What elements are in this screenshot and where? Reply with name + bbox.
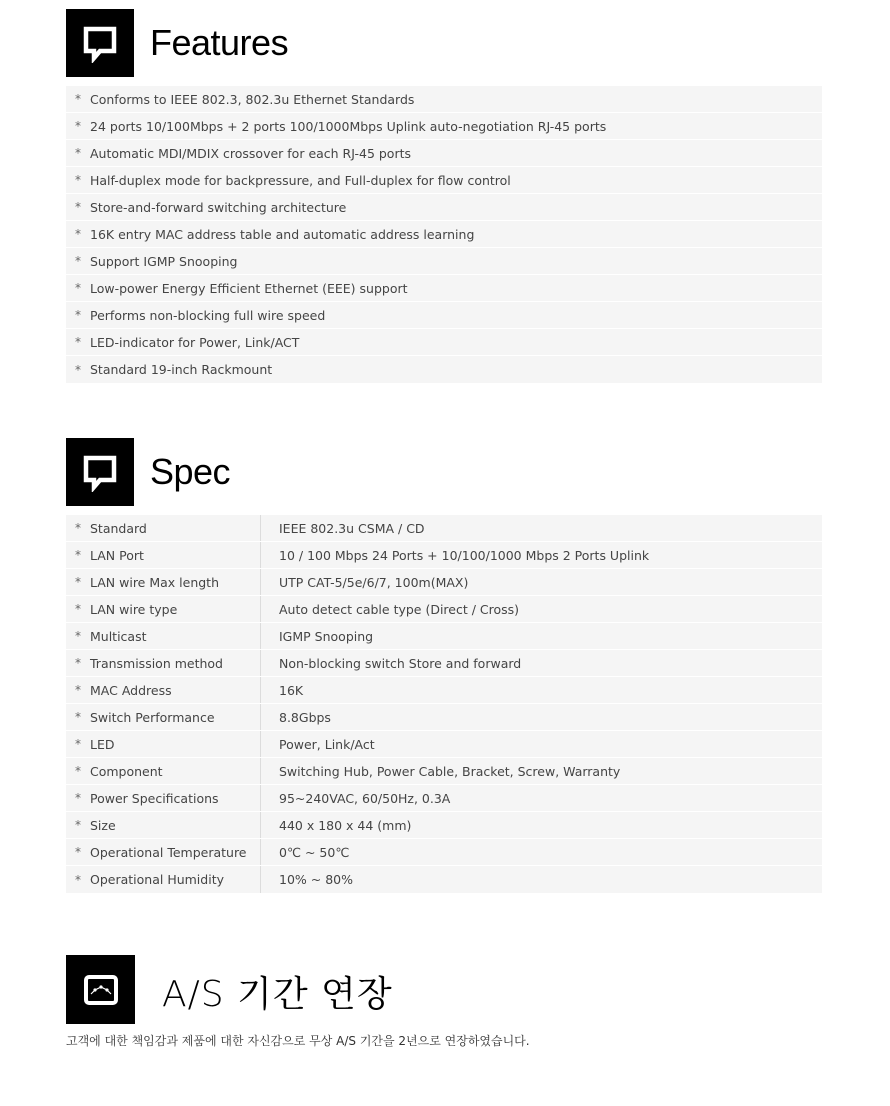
spec-title: Spec (150, 451, 231, 492)
speech-bubble-icon (80, 23, 120, 63)
spec-key: Size (90, 817, 116, 833)
bullet-marker: * (75, 548, 81, 562)
bullet-marker: * (75, 656, 81, 670)
bullet-marker: * (75, 119, 81, 133)
spec-key-cell (66, 515, 261, 541)
as-title: A/S 기간 연장 (162, 974, 393, 1015)
bullet-marker: * (75, 92, 81, 106)
bullet-marker: * (75, 710, 81, 724)
bullet-marker: * (75, 764, 81, 778)
spec-key: Operational Temperature (90, 844, 247, 860)
spec-key-cell (66, 812, 261, 838)
feature-item (66, 302, 822, 329)
bullet-marker: * (75, 227, 81, 241)
bullet-marker: * (75, 200, 81, 214)
feature-item (66, 275, 822, 302)
spec-value: IEEE 802.3u CSMA / CD (279, 520, 425, 536)
spec-value: Auto detect cable type (Direct / Cross) (279, 601, 520, 617)
spec-table (66, 515, 822, 893)
spec-value: UTP CAT-5/5e/6/7, 100m(MAX) (279, 574, 469, 590)
feature-item (66, 221, 822, 248)
bullet-marker: * (75, 683, 81, 697)
spec-row (66, 569, 822, 596)
features-icon-box (66, 9, 134, 77)
bullet-marker: * (75, 521, 81, 535)
spec-row (66, 812, 822, 839)
spec-key-cell (66, 785, 261, 811)
feature-item (66, 248, 822, 275)
as-icon-box (66, 955, 135, 1024)
bullet-marker: * (75, 791, 81, 805)
spec-key-cell (66, 866, 261, 893)
spec-row (66, 704, 822, 731)
spec-key: Operational Humidity (90, 872, 224, 887)
spec-row (66, 839, 822, 866)
feature-text: Automatic MDI/MDIX crossover for each RJ-45 ports (90, 145, 412, 161)
spec-value: IGMP Snooping (279, 628, 374, 644)
bullet-marker: * (75, 335, 81, 349)
spec-icon-box (66, 438, 134, 506)
spec-value: 95~240VAC, 60/50Hz, 0.3A (279, 790, 451, 806)
feature-text: Low-power Energy Efficient Ethernet (EEE) support (90, 280, 408, 296)
spec-row (66, 866, 822, 893)
spec-key-cell (66, 758, 261, 784)
spec-value: Non-blocking switch Store and forward (279, 655, 522, 671)
feature-text: Store-and-forward switching architecture (90, 199, 347, 215)
spec-row (66, 731, 822, 758)
spec-key-cell (66, 704, 261, 730)
spec-row (66, 758, 822, 785)
feature-text: LED-indicator for Power, Link/ACT (90, 334, 300, 350)
bullet-marker: * (75, 629, 81, 643)
spec-key: Power Specifications (90, 790, 219, 806)
spec-row (66, 542, 822, 569)
as-description: 고객에 대한 책임감과 제품에 대한 자신감으로 무상 A/S 기간을 2년으로 연장하였습니다. (66, 1034, 530, 1048)
feature-item (66, 194, 822, 221)
spec-key-cell (66, 569, 261, 595)
bullet-marker: * (75, 845, 81, 859)
spec-value: 440 x 180 x 44 (mm) (279, 817, 412, 833)
spec-value: 10% ~ 80% (279, 872, 353, 887)
spec-key: LAN Port (90, 547, 144, 563)
bullet-marker: * (75, 818, 81, 832)
spec-value: 8.8Gbps (279, 709, 331, 725)
spec-value: Switching Hub, Power Cable, Bracket, Screw, Warranty (279, 763, 621, 779)
spec-key-cell (66, 677, 261, 703)
spec-row (66, 650, 822, 677)
spec-value: 10 / 100 Mbps 24 Ports + 10/100/1000 Mbps 2 Ports Uplink (279, 547, 650, 563)
spec-value: 0℃ ~ 50℃ (279, 844, 350, 860)
spec-key: LAN wire Max length (90, 574, 220, 590)
features-list (66, 86, 822, 383)
feature-text: 24 ports 10/100Mbps + 2 ports 100/1000Mbps Uplink auto-negotiation RJ-45 ports (90, 118, 607, 134)
spec-key-cell (66, 542, 261, 568)
spec-value: Power, Link/Act (279, 736, 375, 752)
feature-text: Conforms to IEEE 802.3, 802.3u Ethernet Standards (90, 91, 415, 107)
spec-row (66, 785, 822, 812)
spec-key-cell (66, 839, 261, 865)
spec-key: Standard (90, 520, 147, 536)
feature-item (66, 113, 822, 140)
feature-item (66, 329, 822, 356)
feature-item (66, 86, 822, 113)
spec-key: Switch Performance (90, 709, 215, 725)
spec-key-cell (66, 731, 261, 757)
bullet-marker: * (75, 362, 81, 377)
bullet-marker: * (75, 254, 81, 268)
spec-row (66, 677, 822, 704)
bullet-marker: * (75, 737, 81, 751)
speech-bubble-icon (80, 452, 120, 492)
feature-text: Half-duplex mode for backpressure, and Full-duplex for flow control (90, 172, 511, 188)
bullet-marker: * (75, 872, 81, 887)
spec-key: Multicast (90, 628, 147, 644)
feature-text: Performs non-blocking full wire speed (90, 307, 326, 323)
spec-key: MAC Address (90, 682, 172, 698)
feature-item (66, 140, 822, 167)
feature-item (66, 356, 822, 383)
spec-key-cell (66, 596, 261, 622)
monitor-icon (81, 970, 121, 1010)
spec-key: Transmission method (90, 655, 223, 671)
spec-key: LAN wire type (90, 601, 178, 617)
spec-key: Component (90, 763, 163, 779)
bullet-marker: * (75, 173, 81, 187)
feature-text: Standard 19-inch Rackmount (90, 362, 273, 377)
features-title: Features (150, 22, 289, 63)
spec-key-cell (66, 623, 261, 649)
spec-row (66, 596, 822, 623)
spec-row (66, 515, 822, 542)
spec-key: LED (90, 736, 115, 752)
bullet-marker: * (75, 575, 81, 589)
spec-key-cell (66, 650, 261, 676)
spec-value: 16K (279, 682, 304, 698)
feature-item (66, 167, 822, 194)
bullet-marker: * (75, 281, 81, 295)
feature-text: 16K entry MAC address table and automatic address learning (90, 226, 475, 242)
bullet-marker: * (75, 146, 81, 160)
bullet-marker: * (75, 602, 81, 616)
bullet-marker: * (75, 308, 81, 322)
feature-text: Support IGMP Snooping (90, 253, 238, 269)
spec-row (66, 623, 822, 650)
